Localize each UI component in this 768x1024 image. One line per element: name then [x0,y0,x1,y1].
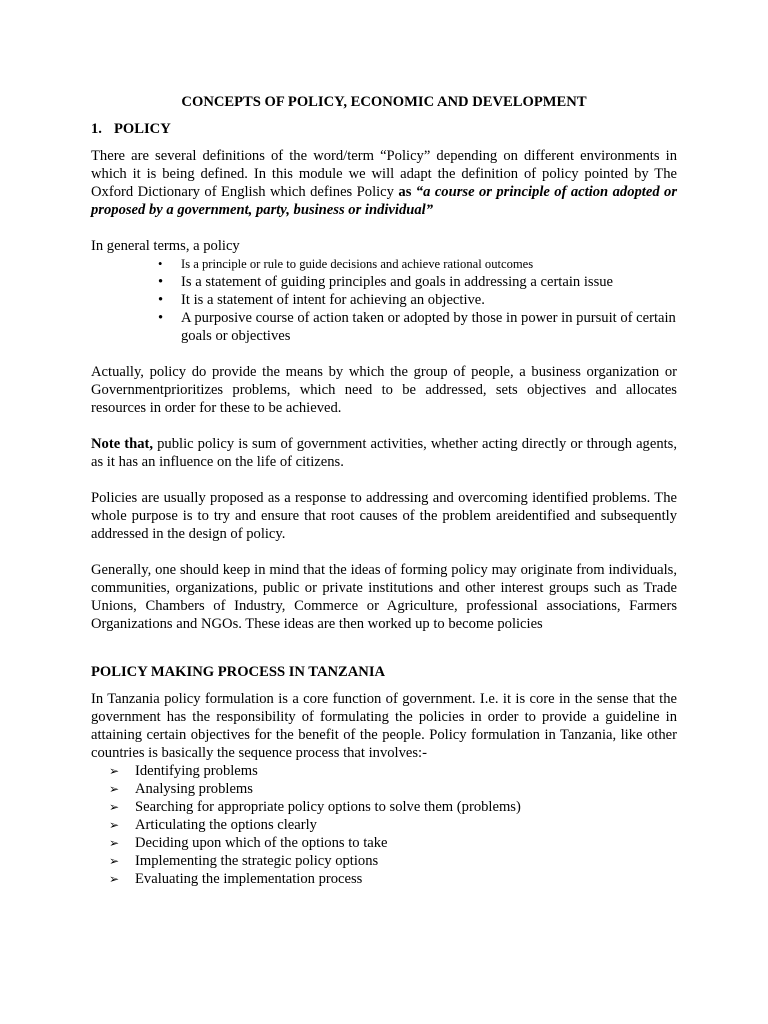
list-item-text: Evaluating the implementation process [135,871,363,887]
paragraph-tanzania: In Tanzania policy formulation is a core function of government. I.e. it is core in the sense that the government has the responsibility of formulating the policies in order to provide a guideline in attaining certain objectives for the benefit of the people. Policy formulation in Tanzania, like other countries is basically the sequence process that involves:- [91,691,677,761]
list-item [109,852,677,870]
document-body [91,93,677,888]
section-number: 1. [91,121,102,137]
arrow-bullet-icon: ➢ [109,764,120,778]
section-title: POLICY [114,121,171,137]
list-item-text: Deciding upon which of the options to take [135,835,388,851]
note-label: Note that, [91,436,154,452]
list-item [158,291,677,309]
list-item [109,834,677,852]
list-item-text: Is a statement of guiding principles and goals in addressing a certain issue [181,274,614,290]
definition-text: There are several definitions of the word/term “Policy” depending on different environments in which it is being defined. In this module we will adapt the definition of policy pointed by The Oxford Dictionary of English which defines Policy [91,148,677,200]
list-item-text: It is a statement of intent for achieving an objective. [181,292,485,308]
paragraph-actually: Actually, policy do provide the means by which the group of people, a business organization or Governmentprioritizes problems, which need to be addressed, sets objectives and allocates resources in order for these to be achieved. [91,364,677,416]
bullet-icon: • [158,292,164,308]
bullet-icon: • [158,310,164,326]
arrow-bullet-icon: ➢ [109,836,120,850]
list-item-text: Implementing the strategic policy options [135,853,379,869]
list-item [158,309,677,345]
arrow-bullet-icon: ➢ [109,800,120,814]
section-heading-tanzania: POLICY MAKING PROCESS IN TANZANIA [91,664,386,680]
document-title: CONCEPTS OF POLICY, ECONOMIC AND DEVELOPMENT [181,94,587,110]
paragraph-generally: Generally, one should keep in mind that the ideas of forming policy may originate from individuals, communities, organizations, public or private institutions and other interest groups such as Trade Unions, Chambers of Industry, Commerce or Agriculture, professional associations, Farmers Organizations and NGOs. These ideas are then worked up to become policies [91,562,677,632]
list-item-text: Is a principle or rule to guide decisions and achieve rational outcomes [181,257,534,271]
list-item [109,816,677,834]
arrow-bullet-icon: ➢ [109,872,120,886]
general-terms-lead: In general terms, a policy [91,238,240,254]
arrow-bullet-icon: ➢ [109,782,120,796]
list-item-text: Articulating the options clearly [135,817,317,833]
bullet-icon: • [158,274,164,290]
paragraph-policies: Policies are usually proposed as a response to addressing and overcoming identified problems. The whole purpose is to try and ensure that root causes of the problem areidentified and subsequently addressed in the design of policy. [91,490,677,542]
definition-quote: “a course or principle of action adopted or proposed by a government, party, business or individual” [91,184,678,218]
arrow-bullet-icon: ➢ [109,818,120,832]
arrow-bullet-icon: ➢ [109,854,120,868]
policy-bullet-list [91,255,677,345]
process-step-list [91,762,677,888]
list-item-text: Searching for appropriate policy options to solve them (problems) [135,799,521,815]
list-item-text: Analysing problems [135,781,253,797]
list-item-text: A purposive course of action taken or adopted by those in power in pursuit of certain goals or objectives [181,310,676,344]
note-paragraph [91,435,677,471]
list-item [109,780,677,798]
list-item-text: Identifying problems [135,763,258,779]
definition-as: as [398,184,416,200]
list-item [109,762,677,780]
bullet-icon: • [158,257,163,271]
list-item [109,870,677,888]
section-heading-policy [91,120,677,138]
definition-paragraph [91,147,677,219]
list-item [158,273,677,291]
list-item [109,798,677,816]
list-item [158,255,677,273]
note-text: public policy is sum of government activities, whether acting directly or through agents, as it has an influence on the life of citizens. [91,436,678,470]
